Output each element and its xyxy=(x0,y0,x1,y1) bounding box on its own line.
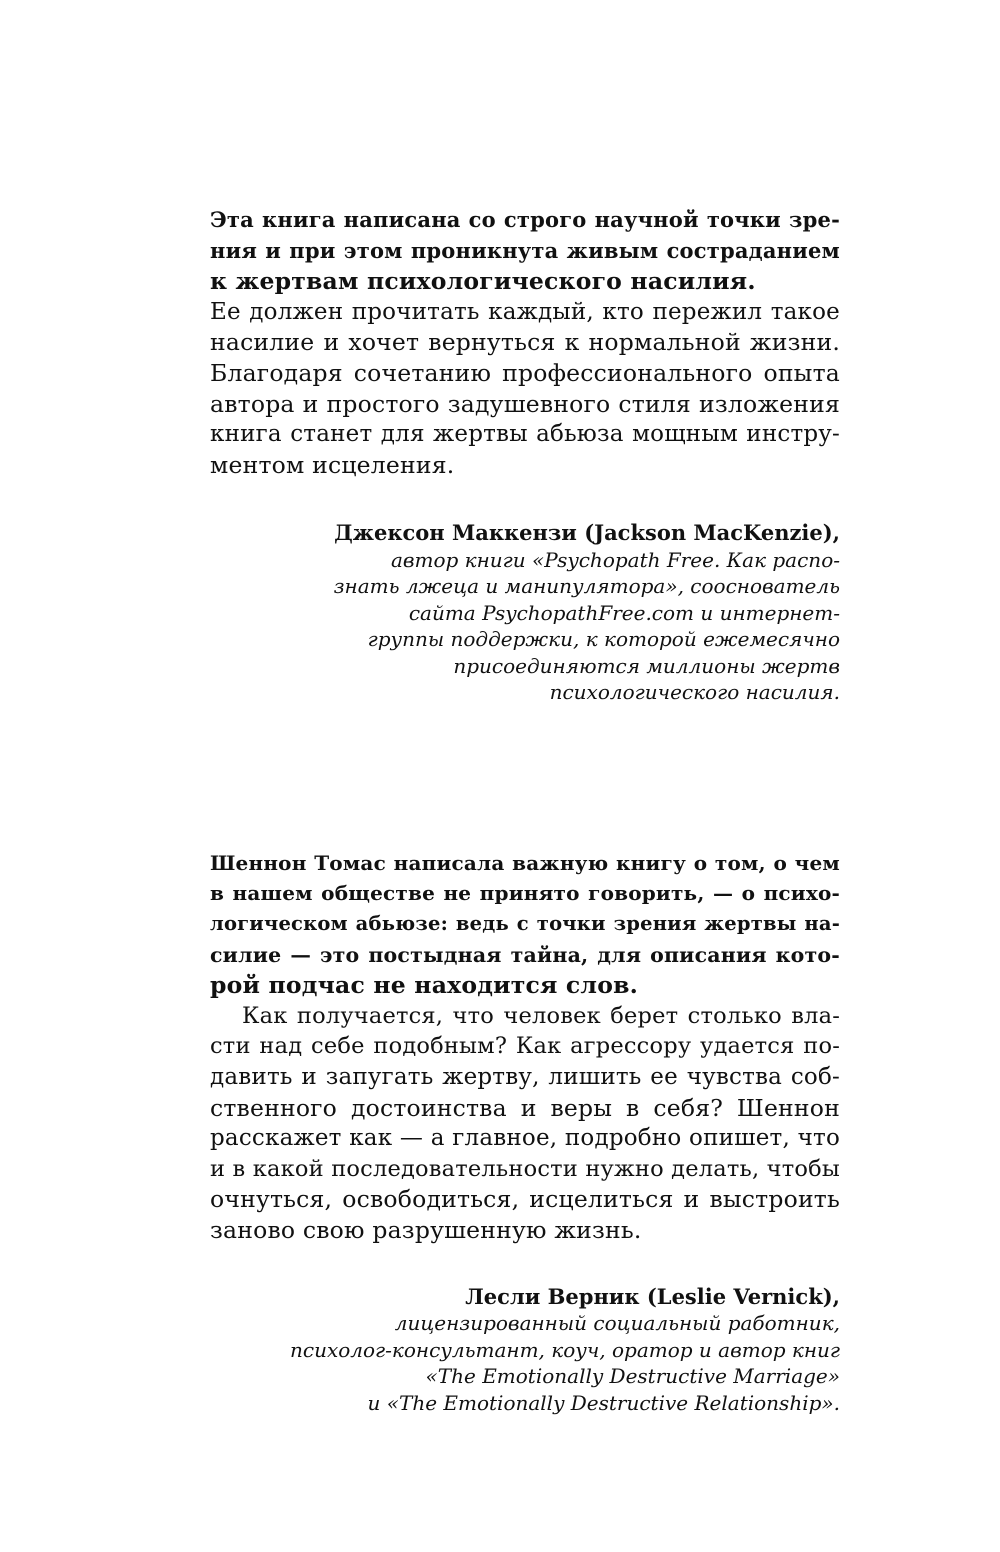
quote-2-author-bio-line: психолог-консультант, коуч, оратор и автор книг xyxy=(290,1337,840,1362)
quote-2-text-line: ственного достоинства и веры в себя? Шеннон xyxy=(210,1093,840,1122)
quote-1-author-bio-line: группы поддержки, к которой ежемесячно xyxy=(367,627,840,652)
quote-2-attribution xyxy=(210,1284,840,1417)
quote-1-author-bio-line: присоединяются миллионы жертв xyxy=(453,653,840,678)
quote-1-author-bio-line: сайта PsychopathFree.com и интернет- xyxy=(408,600,840,625)
quote-2-text-line: Как получается, что человек берет столько вла- xyxy=(242,1002,840,1029)
quote-2-author-bio-line: лицензированный социальный работник, xyxy=(394,1311,840,1336)
quote-1-bold-line: ния и при этом проникнута живым состраданием xyxy=(210,237,840,263)
page-content xyxy=(210,205,840,1416)
quote-2-text-line: и в какой последовательности нужно делать, чтобы xyxy=(210,1155,840,1182)
quote-1-author-bio-line: знать лжеца и манипулятора», сооснователь xyxy=(333,574,840,599)
quote-1-text-line: книга станет для жертвы абьюза мощным инстру- xyxy=(210,421,840,448)
quote-2-text-line: сти над себе подобным? Как агрессору удается по- xyxy=(210,1033,840,1060)
quote-2-author-bio-line: «The Emotionally Destructive Marriage» xyxy=(425,1364,840,1389)
quote-1 xyxy=(210,205,840,480)
quote-2-text-line: очнуться, освободиться, исцелиться и выстроить xyxy=(210,1185,840,1214)
quote-1-text-line: насилие и хочет вернуться к нормальной жизни. xyxy=(210,328,840,357)
quote-2-bold-line: силие — это постыдная тайна, для описания кото- xyxy=(210,942,840,967)
quote-1-author: Джексон Маккензи (Jackson MacKenzie), xyxy=(334,520,840,546)
quote-1-author-bio-line: психологического насилия. xyxy=(549,680,840,705)
quote-2-bold-line: Шеннон Томас написала важную книгу о том, о чем xyxy=(210,850,840,875)
quote-1-text-line: Ее должен прочитать каждый, кто пережил такое xyxy=(210,298,840,325)
quote-1-bold-line: Эта книга написана со строго научной точки зре- xyxy=(210,207,840,232)
quote-2-text-line: давить и запугать жертву, лишить ее чувства соб- xyxy=(210,1064,840,1090)
quote-1-attribution xyxy=(210,520,840,706)
quote-1-bold-line: к жертвам психологического насилия. xyxy=(210,267,756,296)
quote-2 xyxy=(210,848,840,1246)
quote-1-text-line: автора и простого задушевного стиля изложения xyxy=(210,389,840,418)
quote-2-author-bio-line: и «The Emotionally Destructive Relationship». xyxy=(367,1390,840,1415)
quote-1-text-line: ментом исцеления. xyxy=(210,450,455,479)
quote-1-author-bio-line: автор книги «Psychopath Free. Как распо- xyxy=(390,547,840,572)
quote-2-bold-line: в нашем обществе не принято говорить, — о психо- xyxy=(210,881,840,906)
quote-1-text-line: Благодаря сочетанию профессионального опыта xyxy=(210,358,840,387)
quote-2-author: Лесли Верник (Leslie Vernick), xyxy=(465,1283,840,1309)
quote-2-bold-line: рой подчас не находится слов. xyxy=(210,971,638,1000)
quote-2-text-line: расскажет как — а главное, подробно опишет, что xyxy=(210,1125,840,1152)
quote-2-bold-line: логическом абьюзе: ведь с точки зрения жертвы на- xyxy=(210,912,840,936)
quote-2-text-line: заново свою разрушенную жизнь. xyxy=(210,1215,642,1244)
